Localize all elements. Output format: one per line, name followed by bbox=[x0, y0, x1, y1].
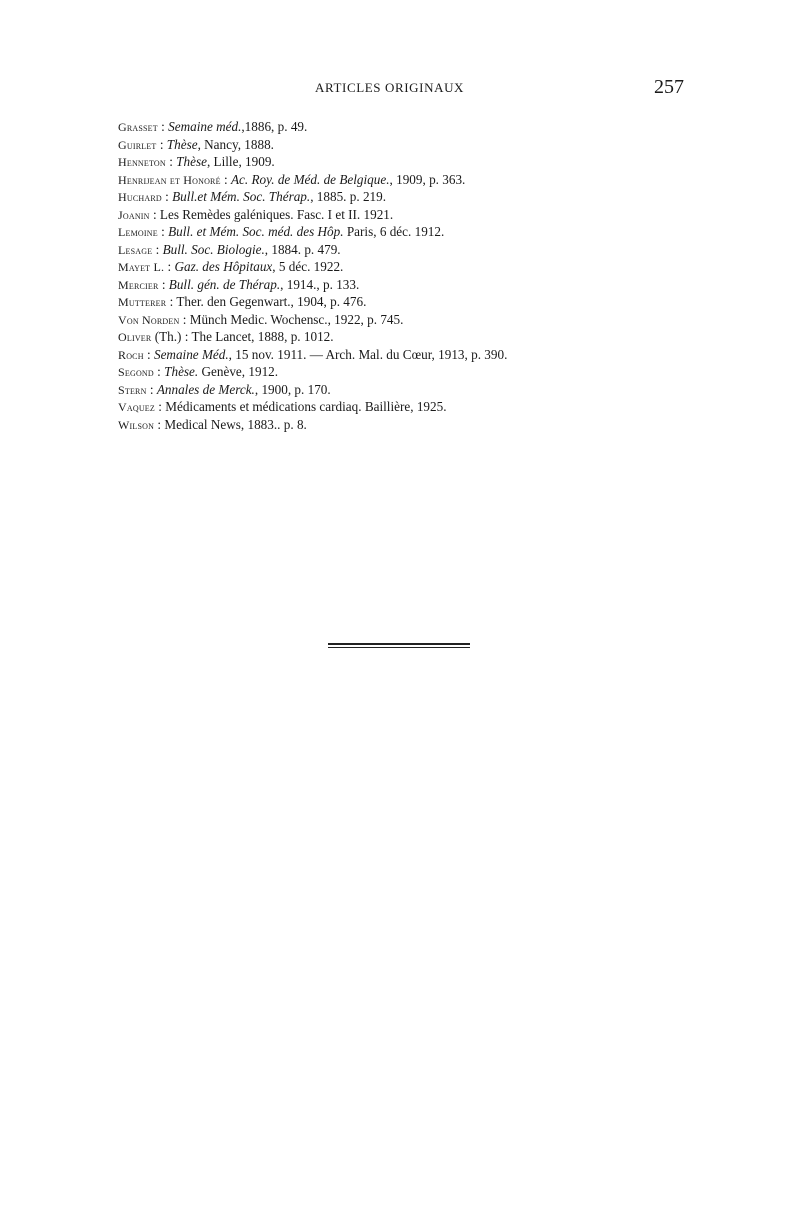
entry-details: , 1900, p. 170. bbox=[254, 381, 331, 397]
entry-details: , 15 nov. 1911. — Arch. Mal. du Cœur, 1913, p. 390. bbox=[228, 346, 508, 362]
entry-source: Gaz. des Hôpitaux bbox=[174, 259, 273, 274]
entry-author: Roch bbox=[118, 347, 144, 362]
entry-author: Oliver bbox=[118, 330, 152, 344]
entry-author: Mercier bbox=[118, 277, 159, 292]
bibliography-entry bbox=[118, 398, 718, 416]
entry-separator: : bbox=[153, 364, 165, 379]
entry-details: , 1884. p. 479. bbox=[264, 241, 341, 257]
bibliography-entry bbox=[118, 276, 718, 294]
entry-author: Wilson bbox=[118, 417, 155, 432]
entry-author: Mutterer bbox=[118, 295, 167, 309]
entry-source: Bull.et Mém. Soc. Thérap. bbox=[172, 189, 311, 204]
entry-separator: : bbox=[157, 119, 169, 134]
entry-author: Stern bbox=[118, 382, 147, 397]
entry-details: Medical News, 1883.. p. 8. bbox=[164, 416, 307, 432]
entry-separator: : bbox=[179, 311, 190, 327]
entry-separator: : bbox=[158, 276, 169, 292]
entry-source: Thèse. bbox=[164, 364, 199, 379]
entry-author: Grasset bbox=[118, 120, 158, 134]
entry-details: , 1914., p. 133. bbox=[280, 276, 360, 292]
bibliography-entry bbox=[118, 118, 718, 136]
bibliography-entry bbox=[118, 311, 718, 329]
bibliography-entry bbox=[118, 241, 718, 259]
entry-separator: : bbox=[164, 259, 175, 274]
entry-separator: : bbox=[143, 346, 154, 362]
entry-author: Lemoine bbox=[118, 225, 158, 239]
entry-author: Vaquez bbox=[118, 400, 155, 414]
entry-details: , Nancy, 1888. bbox=[197, 136, 274, 152]
entry-details: , Lille, 1909. bbox=[206, 154, 275, 169]
bibliography-entry bbox=[118, 188, 718, 206]
entry-details: ,1886, p. 49. bbox=[241, 119, 308, 134]
entry-author: Henrijean et Honoré bbox=[118, 172, 221, 187]
bibliography-list bbox=[118, 118, 718, 433]
bibliography-entry bbox=[118, 258, 718, 276]
entry-author: Lesage bbox=[118, 242, 153, 257]
entry-author: Joanin bbox=[118, 207, 150, 222]
entry-separator: : bbox=[220, 171, 231, 187]
entry-details: , 5 déc. 1922. bbox=[272, 259, 344, 274]
entry-separator: : bbox=[146, 381, 157, 397]
entry-separator: : bbox=[165, 154, 177, 169]
entry-separator: : bbox=[156, 136, 167, 152]
closing-rule bbox=[328, 643, 470, 645]
bibliography-entry bbox=[118, 416, 718, 434]
entry-details: , 1885. p. 219. bbox=[310, 189, 387, 204]
entry-source: Bull. Soc. Biologie. bbox=[162, 241, 265, 257]
entry-separator: : bbox=[161, 189, 173, 204]
entry-details: Paris, 6 déc. 1912. bbox=[343, 224, 445, 239]
bibliography-entry bbox=[118, 346, 718, 364]
entry-source: Bull. gén. de Thérap. bbox=[168, 276, 281, 292]
entry-details: Médicaments et médications cardiaq. Baillière, 1925. bbox=[165, 399, 447, 414]
bibliography-entry bbox=[118, 328, 718, 346]
entry-details: Genève, 1912. bbox=[198, 364, 279, 379]
entry-author: Henneton bbox=[118, 155, 166, 169]
bibliography-entry bbox=[118, 223, 718, 241]
entry-separator: : bbox=[154, 416, 165, 432]
bibliography-entry bbox=[118, 136, 718, 154]
entry-author: Von Norden bbox=[118, 312, 180, 327]
bibliography-entry bbox=[118, 206, 718, 224]
entry-details: , 1909, p. 363. bbox=[389, 171, 466, 187]
entry-separator: : bbox=[154, 399, 166, 414]
entry-source: Annales de Merck. bbox=[156, 381, 255, 397]
closing-rule-thin bbox=[328, 647, 470, 648]
page-number: 257 bbox=[654, 76, 684, 98]
entry-source: Thèse bbox=[176, 154, 207, 169]
entry-details: Ther. den Gegenwart., 1904, p. 476. bbox=[176, 294, 367, 309]
entry-source: Semaine méd. bbox=[168, 119, 242, 134]
bibliography-entry bbox=[118, 293, 718, 311]
entry-separator: : bbox=[149, 206, 160, 222]
entry-author: Guirlet bbox=[118, 137, 157, 152]
entry-separator: : bbox=[157, 224, 169, 239]
bibliography-entry bbox=[118, 171, 718, 189]
entry-source: Bull. et Mém. Soc. méd. des Hôp. bbox=[168, 224, 344, 239]
entry-author: Huchard bbox=[118, 190, 162, 204]
bibliography-entry bbox=[118, 363, 718, 381]
entry-author: Segond bbox=[118, 365, 154, 379]
entry-author: Mayet L. bbox=[118, 260, 165, 274]
entry-source: Thèse bbox=[166, 136, 198, 152]
entry-details: Münch Medic. Wochensc., 1922, p. 745. bbox=[189, 311, 404, 327]
entry-separator: : bbox=[166, 294, 177, 309]
entry-details: (Th.) : The Lancet, 1888, p. 1012. bbox=[154, 329, 334, 344]
running-header bbox=[0, 76, 800, 100]
entry-source: Ac. Roy. de Méd. de Belgique. bbox=[230, 171, 390, 187]
running-title: ARTICLES ORIGINAUX bbox=[315, 80, 465, 95]
bibliography-entry bbox=[118, 381, 718, 399]
entry-source: Semaine Méd. bbox=[153, 346, 229, 362]
entry-separator: : bbox=[152, 241, 163, 257]
entry-details: Les Remèdes galéniques. Fasc. I et II. 1921. bbox=[159, 206, 394, 222]
bibliography-entry bbox=[118, 153, 718, 171]
